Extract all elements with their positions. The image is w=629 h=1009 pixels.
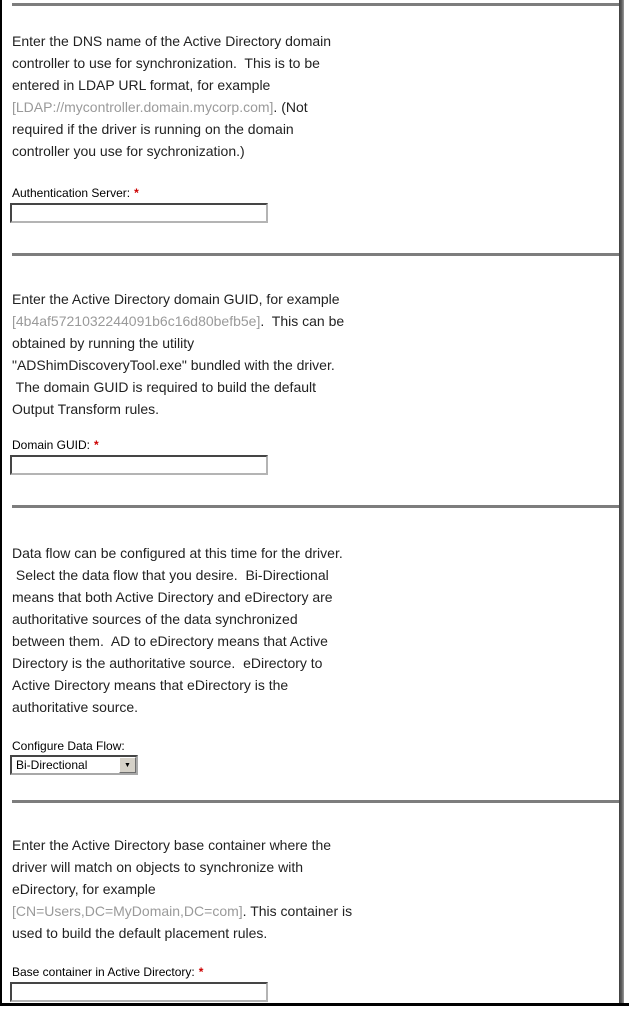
- text-segment: obtained by running the utility: [12, 335, 195, 351]
- section-divider-top: [12, 3, 619, 6]
- text-segment: means that both Active Directory and eDirectory are: [12, 589, 333, 605]
- text-segment: Enter the Active Directory domain GUID, for example: [12, 291, 340, 307]
- text-segment: eDirectory, for example: [12, 881, 156, 897]
- configure-data-flow-label: [12, 739, 125, 754]
- text-line: [12, 354, 344, 376]
- text-segment: driver will match on objects to synchronize with: [12, 859, 304, 875]
- domain-guid-input[interactable]: [10, 455, 268, 475]
- field-label-text: Configure Data Flow:: [12, 739, 125, 753]
- domain-guid-description: [12, 288, 344, 420]
- text-segment: The domain GUID is required to build the default: [12, 379, 317, 395]
- text-line: [12, 310, 344, 332]
- text-line: [12, 834, 352, 856]
- text-segment: "ADShimDiscoveryTool.exe" bundled with the driver.: [12, 357, 335, 373]
- text-line: [12, 856, 352, 878]
- text-segment: between them. AD to eDirectory means that Active: [12, 633, 328, 649]
- text-line: [12, 52, 331, 74]
- text-segment: Active Directory means that eDirectory is the: [12, 677, 289, 693]
- field-label-text: Base container in Active Directory:: [12, 965, 195, 979]
- domain-guid-label: [12, 438, 99, 453]
- text-segment: Enter the DNS name of the Active Directory domain: [12, 33, 332, 49]
- section-divider: [12, 800, 619, 803]
- text-line: [12, 74, 331, 96]
- page-border-bottom: [0, 1003, 629, 1006]
- text-segment: required if the driver is running on the domain: [12, 121, 294, 137]
- field-label-text: Domain GUID:: [12, 438, 91, 452]
- text-segment: Data flow can be configured at this time for the driver.: [12, 545, 343, 561]
- text-segment: authoritative source.: [12, 699, 139, 715]
- chevron-down-icon: ▼: [124, 761, 131, 769]
- base-container-label: [12, 965, 203, 980]
- text-segment: entered in LDAP URL format, for example: [12, 77, 271, 93]
- text-line: [12, 288, 344, 310]
- text-line: [12, 542, 343, 564]
- text-segment: Directory is the authoritative source. eDirectory to: [12, 655, 323, 671]
- text-segment: . This container is: [242, 903, 353, 919]
- text-segment: authoritative sources of the data synchronized: [12, 611, 298, 627]
- text-line: [12, 630, 343, 652]
- text-line: [12, 398, 344, 420]
- example-text: [4b4af5721032244091b6c16d80befb5e]: [12, 313, 261, 329]
- field-label-text: Authentication Server:: [12, 186, 131, 200]
- text-line: [12, 608, 343, 630]
- text-line: [12, 922, 352, 944]
- text-segment: . (Not: [273, 99, 308, 115]
- text-segment: . This can be: [260, 313, 345, 329]
- text-line: [12, 900, 352, 922]
- base-container-description: [12, 834, 352, 944]
- text-line: [12, 878, 352, 900]
- authentication-server-description: [12, 30, 331, 162]
- text-line: [12, 118, 331, 140]
- page-border-left: [0, 0, 2, 1006]
- text-segment: Select the data flow that you desire. Bi-Directional: [12, 567, 329, 583]
- example-text: [CN=Users,DC=MyDomain,DC=com]: [12, 903, 243, 919]
- text-line: [12, 586, 343, 608]
- configure-data-flow-select[interactable]: [10, 755, 138, 775]
- authentication-server-label: [12, 186, 139, 201]
- text-segment: used to build the default placement rules.: [12, 925, 268, 941]
- text-line: [12, 652, 343, 674]
- base-container-input[interactable]: [10, 982, 268, 1002]
- text-line: [12, 376, 344, 398]
- example-text: [LDAP://mycontroller.domain.mycorp.com]: [12, 99, 274, 115]
- text-segment: controller to use for synchronization. This is to be: [12, 55, 320, 71]
- text-segment: controller you use for sychronization.): [12, 143, 245, 159]
- selected-option: Bi-Directional: [16, 758, 88, 772]
- section-divider: [12, 505, 619, 508]
- text-line: [12, 564, 343, 586]
- text-line: [12, 332, 344, 354]
- authentication-server-input[interactable]: [10, 203, 268, 223]
- text-line: [12, 30, 331, 52]
- text-line: [12, 674, 343, 696]
- text-segment: Output Transform rules.: [12, 401, 160, 417]
- required-asterisk: *: [134, 186, 139, 200]
- required-asterisk: *: [198, 965, 204, 979]
- text-segment: Enter the Active Directory base container where the: [12, 837, 332, 853]
- text-line: [12, 96, 331, 118]
- text-line: [12, 140, 331, 162]
- page-border-right: [619, 0, 624, 1003]
- dropdown-button[interactable]: [119, 757, 136, 773]
- data-flow-description: [12, 542, 343, 718]
- section-divider: [12, 253, 619, 256]
- required-asterisk: *: [94, 438, 99, 452]
- text-line: [12, 696, 343, 718]
